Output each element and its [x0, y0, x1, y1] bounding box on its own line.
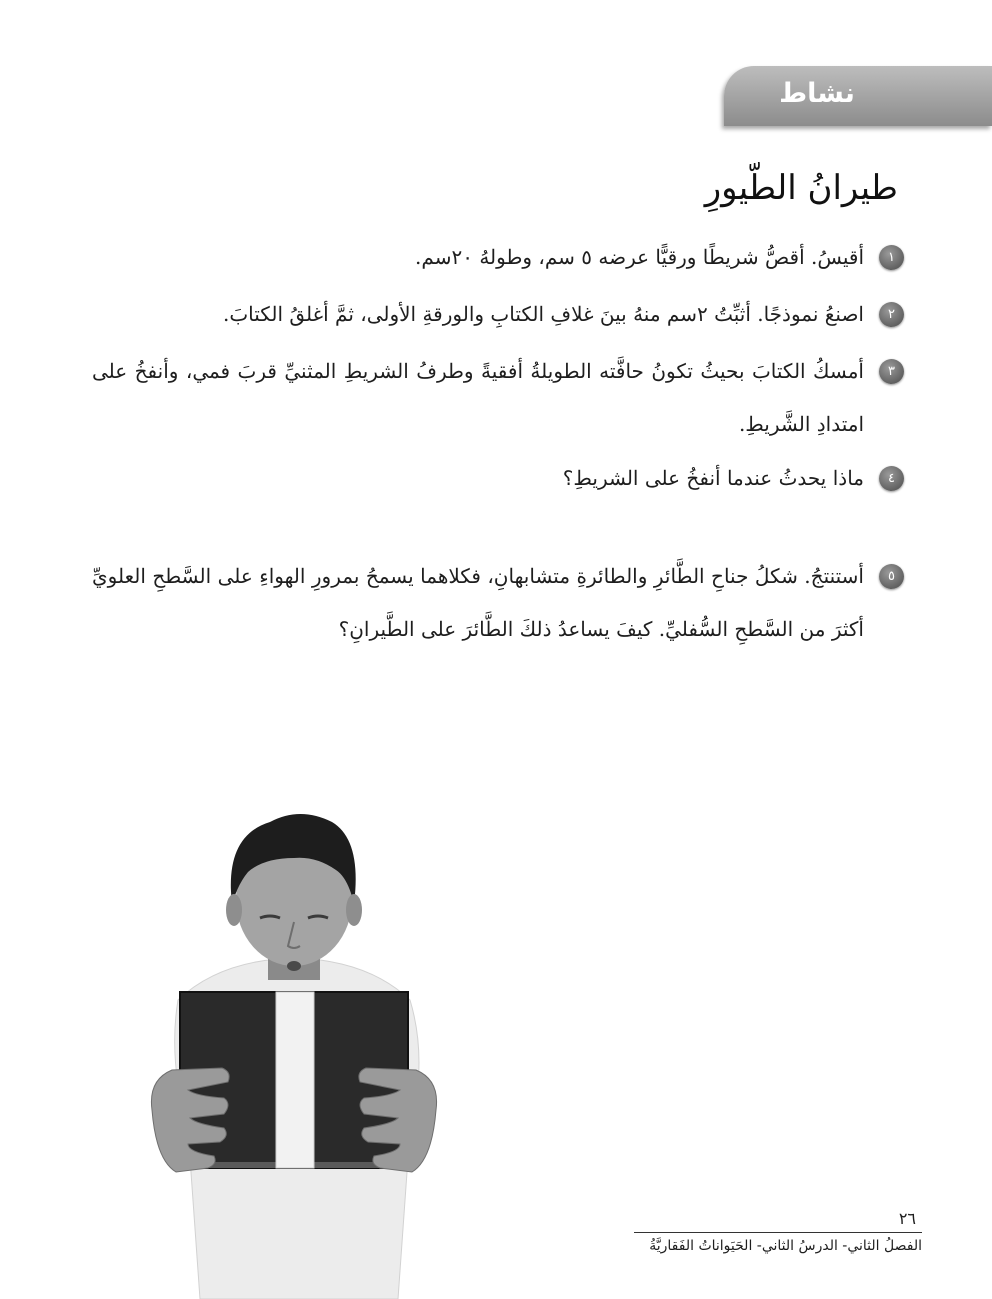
step-number-badge: ١ [879, 245, 904, 270]
step-5 [92, 550, 904, 656]
step-1 [92, 231, 904, 284]
step-3 [92, 345, 904, 451]
boy-holding-book-photo [148, 800, 440, 1299]
step-number-badge: ٣ [879, 359, 904, 384]
page-footer [634, 1208, 922, 1256]
activity-tab-label: نشاط [779, 78, 855, 109]
step-text: اصنعُ نموذجًا. أثبِّتُ ٢سم منهُ بينَ غلافِ الكتابِ والورقةِ الأولى، ثمَّ أغلقُ الكتابَ. [222, 302, 864, 326]
step-number-badge: ٤ [879, 466, 904, 491]
footer-divider [634, 1232, 922, 1233]
step-text: أستنتجُ. شكلُ جناحِ الطَّائرِ والطائرةِ متشابهانِ، فكلاهما يسمحُ بمرورِ الهواءِ على السَّطحِ العلويِّ أكثرَ من السَّطحِ السُّفليِّ. كيفَ يساعدُ ذلكَ الطَّائرَ على الطَّيرانِ؟ [92, 564, 864, 641]
page-number: ٢٦ [898, 1209, 916, 1228]
step-2 [92, 288, 904, 341]
step-text: ماذا يحدثُ عندما أنفخُ على الشريطِ؟ [562, 466, 864, 490]
chapter-lesson-line: الفصلُ الثاني- الدرسُ الثاني- الحَيَواناتُ الفَقاريَّةُ [649, 1238, 922, 1254]
step-number-badge: ٥ [879, 564, 904, 589]
step-text: أمسكُ الكتابَ بحيثُ تكونُ حافَّته الطويلةُ أفقيةً وطرفُ الشريطِ المثنيِّ قربَ فمي، وأنفخُ على امتدادِ الشَّريطِ. [92, 359, 864, 436]
step-4 [92, 452, 904, 505]
step-text: أقيسُ. أقصُّ شريطًا ورقيًّا عرضه ٥ سم، وطولهُ ٢٠سم. [415, 245, 864, 269]
step-number-badge: ٢ [879, 302, 904, 327]
activity-title: طيرانُ الطّيورِ [704, 168, 898, 208]
